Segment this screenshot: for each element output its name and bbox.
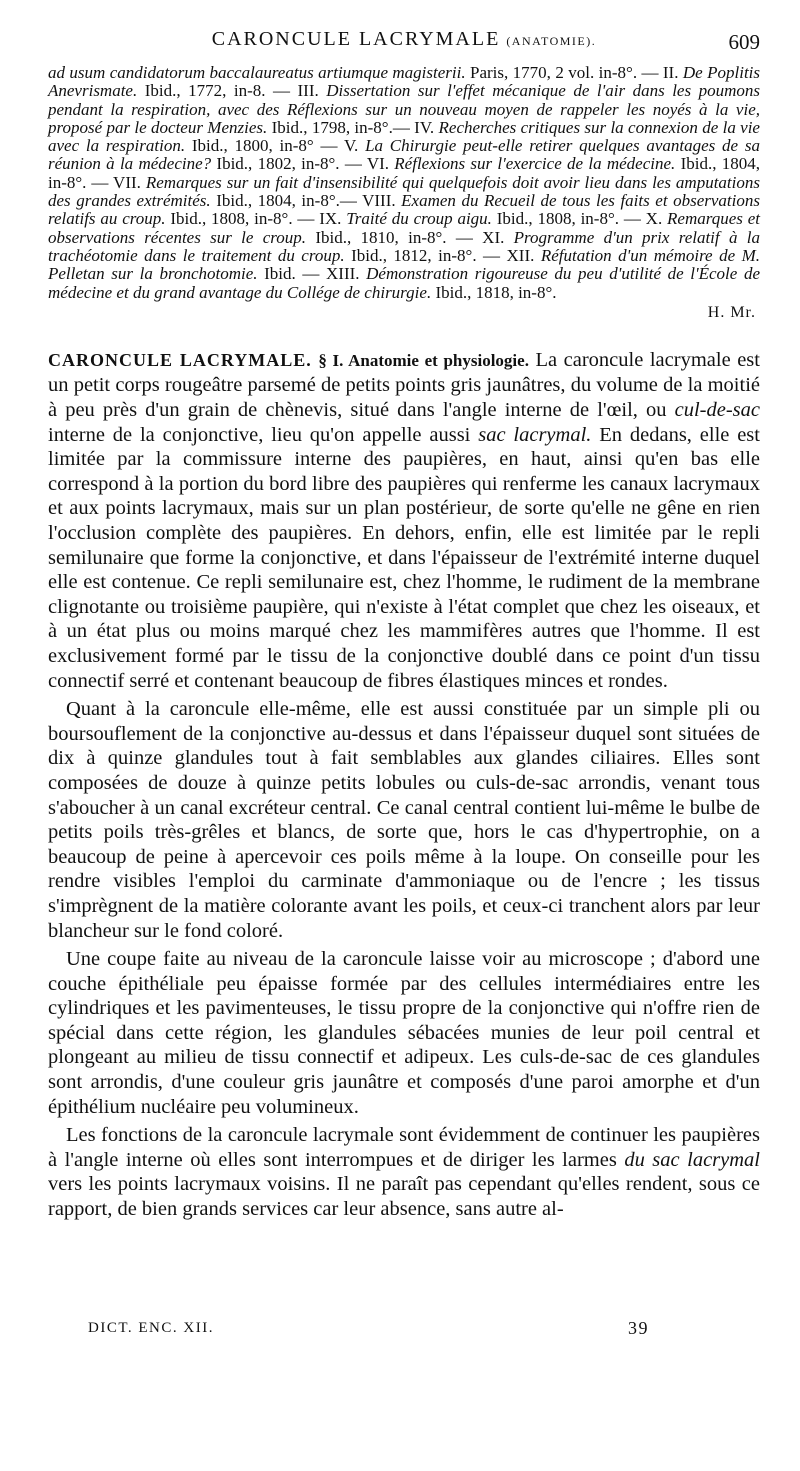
text-run: Une coupe faite au niveau de la caroncule laisse voir au microscope ; d'abord une couche épithéliale peu épaisse formée par des cellules intermédiaires entre les cylindriques et les pavimenteuses, le tissu propre de la conjonctive qui n'offre rien de spécial dans cette région, les glandules sébacées munies de leur poil central et plongeant au milieu de tissu connectif et adipeux. Les culs-de-sac de ces glandules sont arrondis, d'une couleur gris jaunâtre et composés d'une paroi amorphe et d'un épithélium nucléaire peu volumineux. — [48, 948, 760, 1118]
page — [48, 28, 760, 1222]
text-run: interne de la conjonctive, lieu qu'on appelle aussi — [48, 423, 479, 446]
bibliography-block — [48, 64, 760, 302]
italic-text-run: Dissertation sur l'effet mécanique de l'air dans les poumons pendant la respiration, avec des Réflexions sur un nouveau moyen de rappeler les noyés à la vie, proposé par le docteur Menzies. — [48, 81, 760, 137]
page-footer — [88, 1320, 648, 1337]
article-paragraph — [48, 947, 760, 1119]
running-title: CARONCULE LACRYMALE — [211, 28, 501, 50]
italic-text-run: Recherches critiques sur la connexion de la vie avec la respiration. — [48, 117, 760, 156]
text-run: Ibid., 1810, in-8°. — XI. — [306, 227, 514, 247]
text-run: Ibid., 1812, in-8°. — XII. — [344, 245, 541, 265]
text-run: Ibid., 1808, in-8°. — X. — [491, 209, 668, 229]
text-run: Ibid., 1798, in-8°.— IV. — [267, 117, 439, 137]
italic-text-run: Réflexions sur l'exercice de la médecine. — [394, 154, 676, 174]
article-body — [48, 348, 760, 1222]
running-subtitle: (ANATOMIE). — [506, 34, 597, 48]
running-header — [48, 28, 760, 62]
text-run: vers les points lacrymaux voisins. Il ne paraît pas cependant qu'elles rendent, sous ce rapport, de bien grands services car leur absence, sans autre al- — [48, 1173, 760, 1221]
italic-text-run: De Poplitis Anevrismate. — [48, 63, 761, 101]
italic-text-run: ad usum candidatorum baccalaureatus artiumque magisterii. — [48, 63, 466, 82]
section-heading: § I. Anatomie et physiologie. — [318, 350, 529, 370]
italic-text-run: Démonstration rigoureuse du peu d'utilité de l'École de médecine et du grand avantage du Collége de chirurgie. — [48, 264, 760, 302]
italic-text-run: Programme d'un prix relatif à la trachéotomie dans le traitement du croup. — [48, 227, 760, 265]
italic-text-run: Remarques sur un fait d'insensibilité qui quelquefois doit avoir lieu dans les amputations des grandes extrémités. — [48, 172, 760, 211]
text-run: Quant à la caroncule elle-même, elle est aussi constituée par un simple pli ou boursouflement de la conjonctive au-dessus et dans l'épaisseur duquel sont situées de dix à quinze glandules tout à fait semblables aux glandes ciliaires. Elles sont composées de douze à quinze petits lobules ou culs-de-sac arrondis, venant tous s'aboucher à un canal excréteur central. Ce canal central contient lui-même le bulbe de petits poils très-grêles et blancs, de sorte que, hors le cas d'hypertrophie, on a beaucoup de peine à apercevoir ces poils même à la loupe. On conseille pour les rendre visibles l'emploi du carminate d'ammoniaque ou de l'encre ; les tissus s'imprègnent de la matière colorante avant les poils, et ceux-ci tranchent alors par leur blancheur sur le fond coloré. — [48, 698, 760, 942]
text-run: La caroncule lacrymale est un petit corps rougeâtre parsemé de petits points gris jaunâtres, du volume de la moitié à peu près d'un grain de chènevis, situé dans l'angle interne de l'œil, ou — [48, 348, 760, 422]
footer-volume: DICT. ENC. XII. — [88, 1320, 214, 1336]
text-run: Ibid., 1804, in-8°.— VIII. — [210, 191, 402, 211]
italic-text-run: Réfutation d'un mémoire de M. Pelletan sur la bronchotomie. — [48, 245, 760, 284]
italic-text-run: du sac lacrymal — [624, 1148, 760, 1171]
italic-text-run: Examen du Recueil de tous les faits et observations relatifs au croup. — [48, 191, 760, 229]
italic-text-run: sac lacrymal. — [478, 423, 592, 446]
article-paragraph — [48, 348, 760, 693]
article-paragraph — [48, 1123, 760, 1221]
author-signature: H. Mr. — [707, 303, 756, 321]
page-number: 609 — [728, 30, 760, 54]
text-run: Ibid., 1804, in-8°. — VII. — [48, 154, 760, 192]
text-run: Ibid., 1808, in-8°. — IX. — [165, 209, 347, 229]
entry-headword: CARONCULE LACRYMALE. — [48, 349, 312, 370]
article-paragraph — [48, 697, 760, 943]
text-run: Ibid., 1772, in-8. — III. — [137, 81, 327, 101]
text-run: Paris, 1770, 2 vol. in-8°. — II. — [465, 63, 683, 82]
text-run: Ibid. — XIII. — [257, 264, 367, 284]
footer-signature-mark: 39 — [628, 1318, 649, 1338]
italic-text-run: cul-de-sac — [674, 399, 760, 422]
text-run: Ibid., 1800, in-8° — V. — [185, 136, 366, 156]
italic-text-run: La Chirurgie peut-elle retirer quelques avantages de sa réunion à la médecine? — [48, 136, 760, 174]
text-run: En dedans, elle est limitée par la commissure interne des paupières, en haut, ainsi qu'en bas elle correspond à la portion du bord libre des paupières qui renferme les canaux lacrymaux et aux points lacrymaux, mais sur un plan postérieur, de sorte qu'elle ne gêne en rien l'occlusion complète des paupières. En dehors, enfin, elle est limitée par le repli semilunaire que forme la conjonctive, et dans l'épaisseur de l'extrémité interne duquel elle est contenue. Ce repli semilunaire est, chez l'homme, le rudiment de la membrane clignotante ou troisième paupière, qui n'existe à l'état complet que chez les oiseaux, et à un état plus ou moins marqué chez les mammifères autres que l'homme. Il est exclusivement formé par le tissu de la conjonctive doublé dans ce point d'un tissu connectif serré et contenant beaucoup de fibres élastiques minces et rondes. — [48, 423, 760, 692]
text-run: Les fonctions de la caroncule lacrymale sont évidemment de continuer les paupières à l'angle interne où elles sont interrompues et de diriger les larmes — [48, 1124, 760, 1171]
text-run: Ibid., 1802, in-8°. — VI. — [211, 154, 395, 174]
italic-text-run: Traité du croup aigu. — [346, 209, 492, 229]
italic-text-run: Remarques et observations récentes sur le croup. — [48, 209, 760, 247]
text-run: Ibid., 1818, in-8°. — [431, 282, 557, 302]
